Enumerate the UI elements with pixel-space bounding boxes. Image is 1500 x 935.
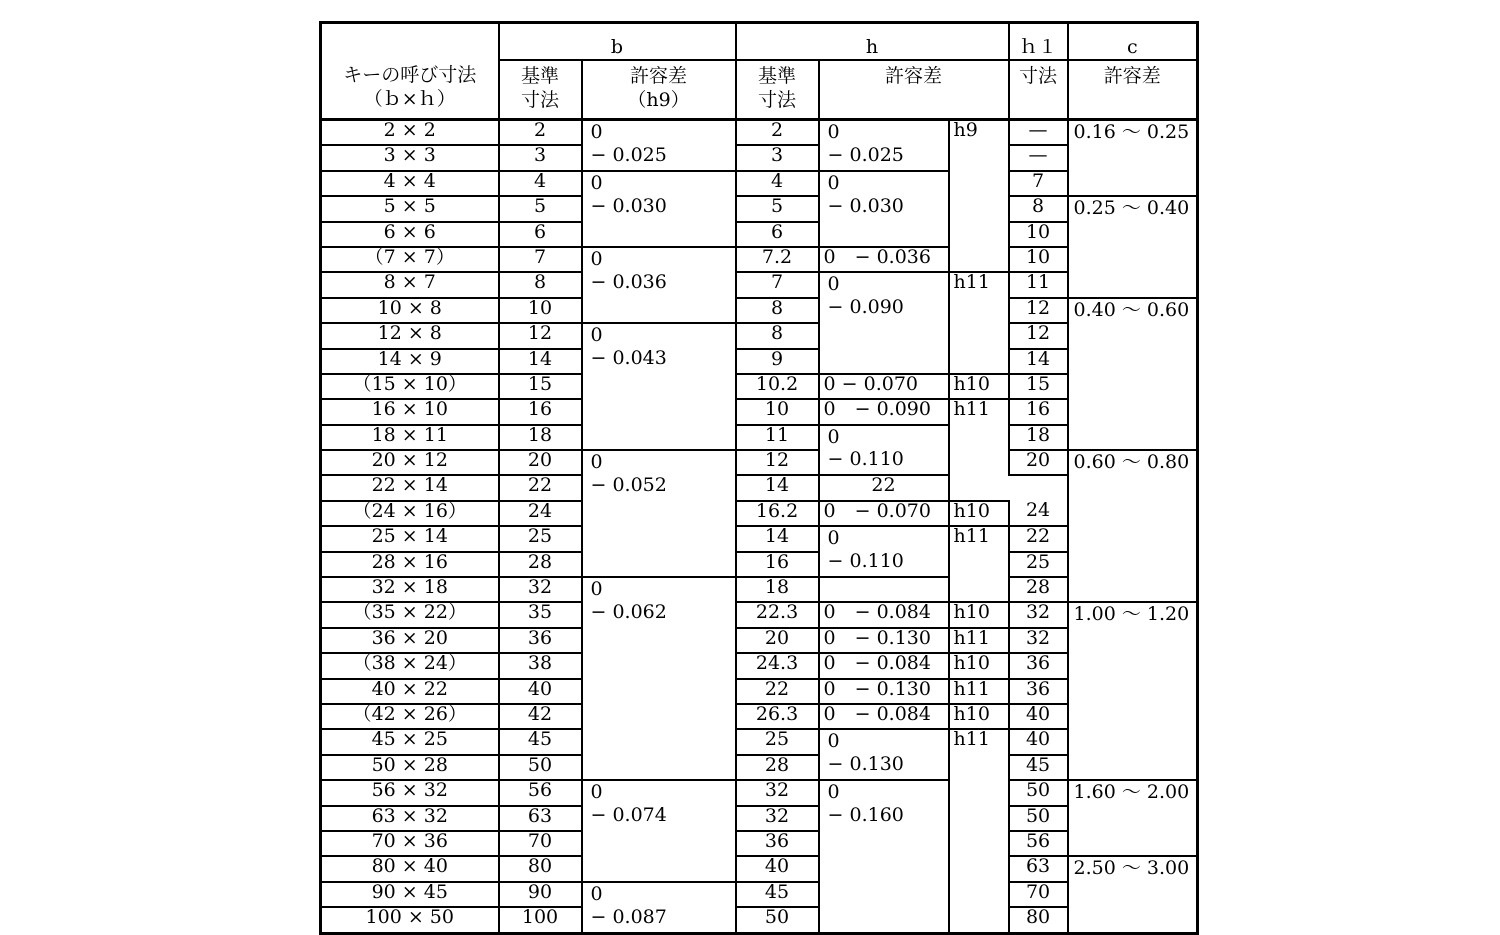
- b-tolerance: [582, 247, 736, 323]
- table-row: [321, 628, 1198, 653]
- key-size: 4 × 4: [321, 171, 499, 196]
- key-subtitle: （ｂ×ｈ）: [363, 87, 456, 110]
- h-tolerance-class: h10: [949, 374, 1009, 399]
- h1-size: —: [1009, 145, 1068, 170]
- h-tolerance: 0 − 0.070: [819, 374, 949, 399]
- table-row: [321, 780, 1198, 805]
- table-body: [321, 120, 1198, 934]
- table-row: [321, 831, 1198, 856]
- table-row: [321, 171, 1198, 196]
- h-tolerance-class: h11: [949, 272, 1009, 374]
- table-row: [321, 323, 1198, 348]
- h-tolerance: 0 − 0.070: [819, 501, 949, 526]
- key-size: 80 × 40: [321, 856, 499, 881]
- table-row: [321, 653, 1198, 678]
- key-size: （15 × 10）: [321, 374, 499, 399]
- table-row: [321, 882, 1198, 907]
- key-size: （7 × 7）: [321, 247, 499, 272]
- header-b-base: [499, 60, 582, 120]
- table-row: [321, 729, 1198, 754]
- tol-lower: − 0.130: [827, 753, 904, 776]
- h-base: 10: [736, 399, 819, 424]
- key-size: 36 × 20: [321, 628, 499, 653]
- base-line1: 基準: [520, 65, 559, 87]
- header-h1-dim: 寸法: [1009, 60, 1068, 120]
- table-row: [321, 196, 1198, 221]
- tol-upper: 0: [827, 121, 840, 143]
- c-tolerance: 2.50 〜 3.00: [1068, 856, 1198, 933]
- b-tolerance: [582, 450, 736, 577]
- b-base: 6: [499, 222, 582, 247]
- key-size: 16 × 10: [321, 399, 499, 424]
- h-base: 26.3: [736, 704, 819, 729]
- h1-size: 18: [1009, 425, 1068, 450]
- h-base: 6: [736, 222, 819, 247]
- b-base: 18: [499, 425, 582, 450]
- h-tolerance: 0 − 0.084: [819, 602, 949, 627]
- b-base: 100: [499, 907, 582, 933]
- tol-lower: − 0.025: [590, 143, 667, 166]
- h-tolerance: 0 − 0.130: [819, 628, 949, 653]
- h1-size: 24: [1009, 501, 1068, 526]
- h-tolerance: [819, 120, 949, 171]
- h-base: 22.3: [736, 602, 819, 627]
- h1-size: 45: [1009, 755, 1068, 780]
- tol-upper: 0: [590, 578, 603, 601]
- key-size: 70 × 36: [321, 831, 499, 856]
- base-line2: 寸法: [758, 88, 797, 111]
- h-tolerance-class: h11: [949, 729, 1009, 933]
- h1-size: 80: [1009, 907, 1068, 933]
- header-h1: ｈ１: [1009, 23, 1068, 61]
- b-base: 50: [499, 755, 582, 780]
- key-size: （38 × 24）: [321, 653, 499, 678]
- h-base: 28: [736, 755, 819, 780]
- h-tolerance-class: h11: [949, 628, 1009, 653]
- h-tolerance-class: h11: [949, 399, 1009, 501]
- h1-size: 50: [1009, 806, 1068, 831]
- table-row: [321, 755, 1198, 780]
- table-row: [321, 552, 1198, 577]
- key-size: 14 × 9: [321, 349, 499, 374]
- h-base: 16.2: [736, 501, 819, 526]
- key-size: 8 × 7: [321, 272, 499, 297]
- h-base: 18: [736, 577, 819, 602]
- tol-lower: − 0.030: [827, 194, 904, 217]
- h-tolerance: [819, 272, 949, 374]
- c-tolerance: 0.60 〜 0.80: [1068, 450, 1198, 602]
- key-size: （42 × 26）: [321, 704, 499, 729]
- h1-size: 20: [1009, 450, 1068, 475]
- table-row: [321, 222, 1198, 247]
- b-base: 16: [499, 399, 582, 424]
- h-tolerance: 0 − 0.084: [819, 704, 949, 729]
- b-base: 63: [499, 806, 582, 831]
- tol-lower: − 0.052: [590, 473, 667, 496]
- header-c: c: [1068, 23, 1198, 61]
- h1-size: 56: [1009, 831, 1068, 856]
- h-base: 32: [736, 780, 819, 805]
- key-size: 100 × 50: [321, 907, 499, 933]
- c-tolerance: 1.60 〜 2.00: [1068, 780, 1198, 856]
- h-tolerance-class: h10: [949, 602, 1009, 627]
- b-base: 2: [499, 120, 582, 146]
- h-base: 40: [736, 856, 819, 881]
- tol-lower: − 0.043: [590, 346, 667, 369]
- tol-upper: 0: [590, 247, 603, 270]
- h1-size: 40: [1009, 729, 1068, 754]
- key-size: 90 × 45: [321, 882, 499, 907]
- b-base: 35: [499, 602, 582, 627]
- h-base: 50: [736, 907, 819, 933]
- table-row: [321, 425, 1198, 450]
- key-size: 22 × 14: [321, 475, 499, 500]
- header-h-tol: 許容差: [819, 60, 1009, 120]
- b-tolerance: [582, 882, 736, 933]
- tol-upper: 0: [827, 273, 840, 296]
- tol-upper: 0: [827, 730, 840, 753]
- h-tolerance-class: h11: [949, 679, 1009, 704]
- h-tolerance-class: h11: [949, 526, 1009, 602]
- tol-upper: 0: [827, 781, 840, 804]
- b-base: 7: [499, 247, 582, 272]
- header-h-base: [736, 60, 819, 120]
- tol-upper: 0: [590, 882, 603, 905]
- h-base: 14: [736, 475, 819, 500]
- h1-size: 50: [1009, 780, 1068, 805]
- key-size: 3 × 3: [321, 145, 499, 170]
- h-base: 25: [736, 729, 819, 754]
- c-tolerance: 0.25 〜 0.40: [1068, 196, 1198, 298]
- h-tolerance: [819, 729, 949, 780]
- h1-size: 16: [1009, 399, 1068, 424]
- b-base: 24: [499, 501, 582, 526]
- h-base: 7.2: [736, 247, 819, 272]
- h-tolerance: [819, 780, 949, 933]
- h9-label: （h9）: [627, 88, 690, 111]
- key-size: （35 × 22）: [321, 602, 499, 627]
- h1-size: 12: [1009, 298, 1068, 323]
- table-row: [321, 577, 1198, 602]
- h-base: 32: [736, 806, 819, 831]
- h-base: 12: [736, 450, 819, 475]
- tol-lower: − 0.110: [827, 550, 904, 573]
- table-row: [321, 247, 1198, 272]
- table-row: [321, 907, 1198, 933]
- b-tolerance: [582, 577, 736, 780]
- h1-size: 22: [1009, 526, 1068, 551]
- h-tolerance: [819, 526, 949, 577]
- h-base: 20: [736, 628, 819, 653]
- h-base: 24.3: [736, 653, 819, 678]
- key-size: 56 × 32: [321, 780, 499, 805]
- key-size: 20 × 12: [321, 450, 499, 475]
- c-tolerance: 1.00 〜 1.20: [1068, 602, 1198, 780]
- h1-size: 12: [1009, 323, 1068, 348]
- key-size: 5 × 5: [321, 196, 499, 221]
- h-tolerance: [819, 171, 949, 247]
- h1-size: 70: [1009, 882, 1068, 907]
- table-row: [321, 349, 1198, 374]
- h1-size: 7: [1009, 171, 1068, 196]
- key-size: 12 × 8: [321, 323, 499, 348]
- b-base: 28: [499, 552, 582, 577]
- header-key-spacer: [321, 23, 499, 61]
- b-base: 20: [499, 450, 582, 475]
- b-base: 36: [499, 628, 582, 653]
- b-base: 14: [499, 349, 582, 374]
- h-tolerance-class: h10: [949, 501, 1009, 526]
- b-base: 12: [499, 323, 582, 348]
- key-title: キーの呼び寸法: [343, 64, 477, 86]
- b-base: 38: [499, 653, 582, 678]
- tol-upper: 0: [590, 781, 603, 804]
- table-row: [321, 501, 1198, 526]
- h-base: 3: [736, 145, 819, 170]
- tol-upper: 0: [827, 171, 840, 194]
- h-base: 9: [736, 349, 819, 374]
- h1-size: 10: [1009, 247, 1068, 272]
- b-base: 70: [499, 831, 582, 856]
- b-base: 32: [499, 577, 582, 602]
- tol-lower: − 0.087: [590, 905, 667, 928]
- tol-lower: − 0.090: [827, 296, 904, 319]
- h1-size: —: [1009, 120, 1068, 146]
- tol-lower: − 0.062: [590, 600, 667, 623]
- header-h: h: [736, 23, 1009, 61]
- h1-size: 32: [1009, 628, 1068, 653]
- key-size: 63 × 32: [321, 806, 499, 831]
- b-base: 90: [499, 882, 582, 907]
- h1-size: 22: [819, 475, 949, 500]
- key-size: 45 × 25: [321, 729, 499, 754]
- h1-size: 63: [1009, 856, 1068, 881]
- h1-size: 8: [1009, 196, 1068, 221]
- h-base: 2: [736, 120, 819, 146]
- table-row: [321, 679, 1198, 704]
- b-base: 42: [499, 704, 582, 729]
- table-row: [321, 475, 1198, 500]
- tol-upper: 0: [827, 425, 840, 448]
- h-tolerance: [819, 577, 949, 602]
- h1-size: 11: [1009, 272, 1068, 297]
- b-base: 3: [499, 145, 582, 170]
- b-tolerance: [582, 780, 736, 882]
- table-row: [321, 120, 1198, 146]
- key-size: （24 × 16）: [321, 501, 499, 526]
- h-base: 45: [736, 882, 819, 907]
- table-row: [321, 272, 1198, 297]
- table-row: [321, 806, 1198, 831]
- table-row: [321, 298, 1198, 323]
- base-line1: 基準: [758, 65, 797, 87]
- base-line2: 寸法: [520, 88, 559, 111]
- header-c-tol: 許容差: [1068, 60, 1198, 120]
- h-tolerance-class: h10: [949, 704, 1009, 729]
- tol-upper: 0: [827, 527, 840, 550]
- b-base: 10: [499, 298, 582, 323]
- tol-upper: 0: [590, 324, 603, 347]
- b-base: 45: [499, 729, 582, 754]
- b-tolerance: [582, 323, 736, 450]
- table-row: [321, 602, 1198, 627]
- b-base: 4: [499, 171, 582, 196]
- h1-size: 25: [1009, 552, 1068, 577]
- table-row: [321, 704, 1198, 729]
- header-b-tol: [582, 60, 736, 120]
- h-tolerance: 0 − 0.130: [819, 679, 949, 704]
- table-row: [321, 399, 1198, 424]
- table-row: [321, 145, 1198, 170]
- b-base: 22: [499, 475, 582, 500]
- key-size: 50 × 28: [321, 755, 499, 780]
- h-base: 22: [736, 679, 819, 704]
- b-base: 25: [499, 526, 582, 551]
- key-size: 2 × 2: [321, 120, 499, 146]
- tol-lower: − 0.110: [827, 448, 904, 471]
- b-base: 15: [499, 374, 582, 399]
- key-size: 40 × 22: [321, 679, 499, 704]
- h1-size: 14: [1009, 349, 1068, 374]
- h-base: 36: [736, 831, 819, 856]
- h1-size: 40: [1009, 704, 1068, 729]
- c-tolerance: 0.16 〜 0.25: [1068, 120, 1198, 197]
- h1-size: 10: [1009, 222, 1068, 247]
- tol-lower: − 0.030: [590, 194, 667, 217]
- b-base: 8: [499, 272, 582, 297]
- h-base: 10.2: [736, 374, 819, 399]
- h-tolerance: 0 − 0.084: [819, 653, 949, 678]
- h-base: 16: [736, 552, 819, 577]
- tol-lower: − 0.160: [827, 803, 904, 826]
- key-size: 18 × 11: [321, 425, 499, 450]
- table-row: [321, 856, 1198, 881]
- h-base: 8: [736, 323, 819, 348]
- table-row: [321, 526, 1198, 551]
- tol-label: 許容差: [630, 65, 688, 87]
- key-size: 28 × 16: [321, 552, 499, 577]
- table-row: [321, 450, 1198, 475]
- header-b: b: [499, 23, 736, 61]
- key-size: 32 × 18: [321, 577, 499, 602]
- tol-upper: 0: [590, 171, 603, 194]
- tol-upper: 0: [590, 451, 603, 474]
- key-dimension-table: [319, 21, 1196, 929]
- tol-lower: − 0.025: [827, 143, 904, 166]
- h-base: 11: [736, 425, 819, 450]
- h-base: 5: [736, 196, 819, 221]
- h1-size: 36: [1009, 653, 1068, 678]
- h-base: 7: [736, 272, 819, 297]
- h1-size: 32: [1009, 602, 1068, 627]
- h-tolerance-class: h9: [949, 120, 1009, 273]
- b-base: 5: [499, 196, 582, 221]
- table-row: [321, 374, 1198, 399]
- b-tolerance: [582, 120, 736, 171]
- h1-size: 36: [1009, 679, 1068, 704]
- h1-size: 15: [1009, 374, 1068, 399]
- tol-lower: − 0.036: [590, 270, 667, 293]
- b-tolerance: [582, 171, 736, 247]
- b-base: 80: [499, 856, 582, 881]
- h-tolerance: [819, 425, 949, 476]
- c-tolerance: 0.40 〜 0.60: [1068, 298, 1198, 450]
- h-base: 4: [736, 171, 819, 196]
- tol-upper: 0: [590, 121, 603, 143]
- b-base: 40: [499, 679, 582, 704]
- header-row-2: [321, 60, 1198, 120]
- h-base: 8: [736, 298, 819, 323]
- b-base: 56: [499, 780, 582, 805]
- tol-lower: − 0.074: [590, 803, 667, 826]
- key-size: 25 × 14: [321, 526, 499, 551]
- header-key-title: [321, 60, 499, 120]
- h1-size: 28: [1009, 577, 1068, 602]
- header-row-1: [321, 23, 1198, 61]
- h-tolerance: 0 − 0.036: [819, 247, 949, 272]
- h-base: 14: [736, 526, 819, 551]
- key-size: 6 × 6: [321, 222, 499, 247]
- h-tolerance-class: h10: [949, 653, 1009, 678]
- key-size: 10 × 8: [321, 298, 499, 323]
- h-tolerance: 0 − 0.090: [819, 399, 949, 424]
- table: [319, 21, 1199, 935]
